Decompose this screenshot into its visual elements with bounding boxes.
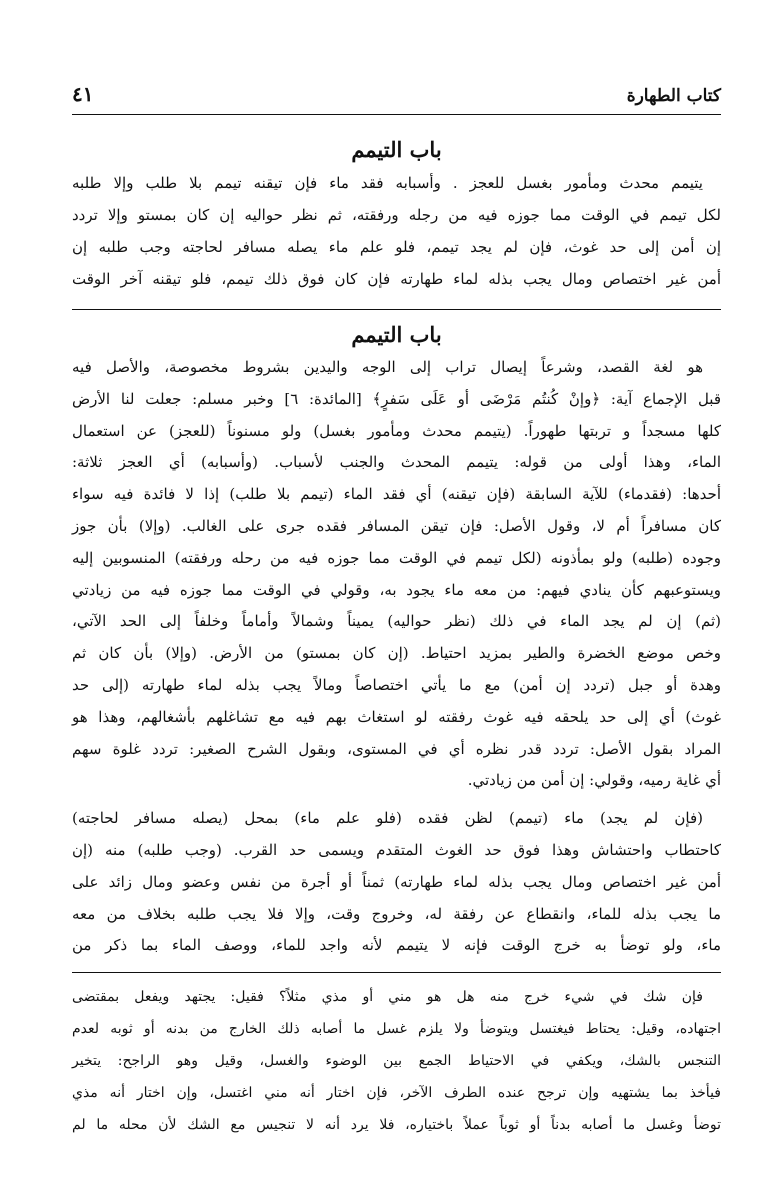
footnote-line: التنجس بالشك، ويكفي في الاحتياط الجمع بين الوضوء والغسل، وقيل وهو الراجح: يتخير	[72, 1053, 721, 1070]
sharh-line: غوث) أي إلى حد يلحقه فيه غوث رفقته لو استغاث بهم فيه مع تشاغلهم بأشغالهم، وهذا هو	[72, 707, 721, 726]
sharh-line: كان مسافراً أم لا، وقول الأصل: فإن تيقن المسافر فقده جرى على الغالب. (وإلا) بأن جوز	[72, 516, 721, 535]
sharh-line: كاحتطاب واحتشاش وهذا فوق حد الغوث المتقدم ويسمى حد القرب. (وجب طلبه) منه (إن	[72, 840, 721, 859]
sharh-line: أحدها: (فقدماء) للآية السابقة (فإن تيقنه) أي فقد الماء (تيمم بلا طلب) إذا لا فائدة فيه سواء	[72, 485, 721, 504]
running-head: كتاب الطهارة	[626, 86, 721, 106]
sharh-paragraph-1	[72, 352, 721, 797]
sharh-line: هو لغة القصد، وشرعاً إيصال تراب إلى الوجه واليدين بشروط مخصوصة، والأصل فيه	[72, 358, 703, 376]
sharh-line: قبل الإجماع آية: ﴿وإنْ كُنتُم مَرْضَى أو عَلَى سَفرٍ﴾ [المائدة: ٦] وخبر مسلم: جعلت لنا الأرض	[72, 389, 721, 408]
page-number: ٤١	[72, 82, 94, 106]
sharh-line: كلها مسجداً و تربتها طهوراً. (يتيمم محدث ومأمور بغسل) ولو مسنوناً (للعجز) عن استعمال	[72, 421, 721, 440]
matn-line: يتيمم محدث ومأمور بغسل للعجز . وأسبابه فقد ماء فإن تيقنه تيمم بلا طلب وإلا طلبه	[72, 174, 703, 192]
sharh-line: الماء، وهذا أولى من قوله: يتيمم المحدث والجنب لأسباب. (وأسبابه) أي العجز ثلاثة:	[72, 453, 721, 472]
footnote-line: توضأ وغسل ما أصابه بدناً أو ثوباً عملاً باختياره، فلا يرد أنه لا تنجيس مع الشك لأن محله ما لم	[72, 1117, 721, 1134]
sharh-line: ماء، ولو توضأ به خرج الوقت فإنه لا يتيمم لأنه واجد للماء، ووصف الماء بما ذكر من	[72, 936, 721, 955]
footnote-divider	[72, 972, 721, 973]
matn-line: لكل تيمم في الوقت مما جوزه فيه من رجله ورفقته، ثم نظر حواليه إن كان بمستو وإلا تردد	[72, 206, 721, 224]
sharh-line: أي غاية رميه، وقولي: إن أمن من زيادتي.	[467, 771, 721, 790]
book-page	[72, 80, 721, 1141]
sharh-line: ما يجب بذله للماء، وانقطاع عن رفقة له، وخروج وقت، وإلا فلا يجب طلبه بخلاف من معه	[72, 904, 721, 923]
page-header	[72, 80, 721, 115]
footnote-line: فإن شك في شيء خرج منه هل هو مني أو مذي مثلاً؟ فقيل: يجتهد ويفعل بمقتضى	[72, 989, 703, 1006]
sharh-line: (ثم) إن لم يجد الماء في ذلك (نظر حواليه) يميناً وشمالاً وأماماً وخلفاً إلى الحد الآتي،	[72, 612, 721, 631]
section-divider	[72, 309, 721, 310]
matn-line: إن أمن إلى حد غوث، فإن لم يجد تيمم، فلو علم ماء يصله مسافر لحاجته وجب طلبه إن	[72, 238, 721, 256]
footnote-line: اجتهاده، وقيل: يحتاط فيغتسل ويتوضأ ولا يلزم غسل ما أصابه ذلك الخارج من بدنه أو ثوبه لعدم	[72, 1021, 721, 1038]
sharh-text	[72, 352, 721, 962]
matn-title: باب التيمم	[351, 137, 442, 162]
matn-line: أمن غير اختصاص ومال يجب بذله لماء طهارته فإن كان فوق ذلك تيمم، فلو تيقنه آخر الوقت	[72, 270, 721, 288]
sharh-line: أمن غير اختصاص ومال يجب بذله لماء طهارته) ثمناً أو أجرة من نفس وعضو ومال زائد على	[72, 872, 721, 891]
sharh-line: ويستوعبهم كأن ينادي فيهم: من معه ماء يجود به، وقولي في الوقت مما جوزه فيه من زيادتي	[72, 580, 721, 599]
sharh-line: وخص موضع الخضرة والطير بمزيد احتياط. (إن كان بمستو) من الأرض. (وإلا) بأن كان ثم	[72, 644, 721, 663]
matn-text	[72, 167, 721, 295]
sharh-line: وجوده (طلبه) ولو بمأذونه (لكل تيمم في الوقت مما جوزه فيه من رحله ورفقته) المنسوبين إليه	[72, 548, 721, 567]
sharh-title: باب التيمم	[351, 322, 442, 347]
sharh-paragraph-2	[72, 803, 721, 962]
footnote-text	[72, 981, 721, 1141]
sharh-line: وهدة أو جبل (تردد إن أمن) مع ما يأتي اختصاصاً ومالاً يجب بذله لماء طهارته (إلى حد	[72, 675, 721, 694]
sharh-line: المراد بقول الأصل: تردد قدر نظره أي في المستوى، وبقول الشرح الصغير: تردد غلوة سهم	[72, 739, 721, 758]
footnote-line: فيأخذ بما يشتهيه وإن ترجح عنده الطرف الآخر، فإن اختار أنه مني اغتسل، وإن اختار أنه مذي	[72, 1085, 721, 1102]
sharh-line: (فإن لم يجد) ماء (تيمم) لظن فقده (فلو علم ماء) بمحل (يصله مسافر لحاجته)	[72, 809, 703, 828]
